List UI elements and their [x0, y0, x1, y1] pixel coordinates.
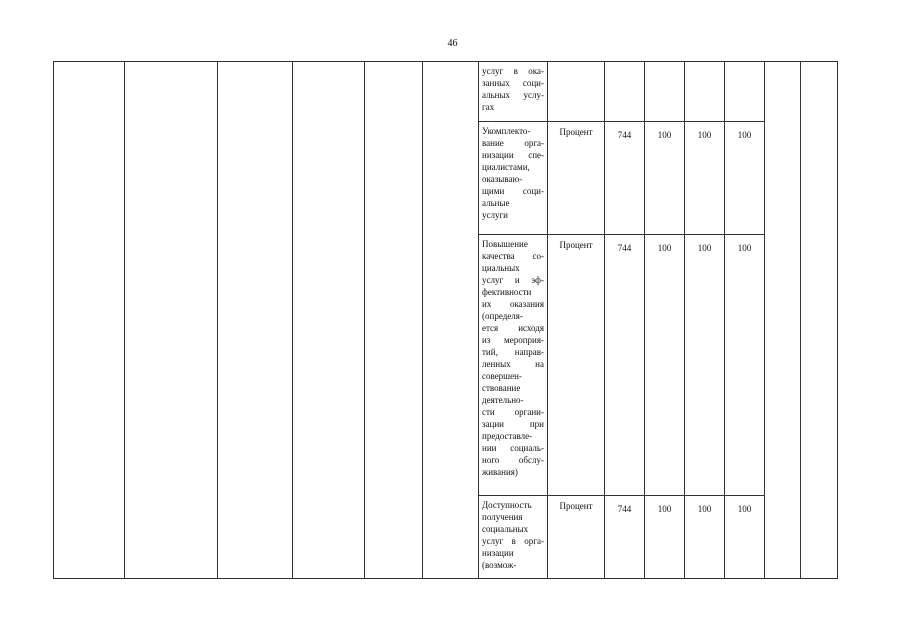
value-cell: 100: [645, 495, 685, 578]
unit-cell: [548, 122, 605, 235]
code-cell: 744: [605, 235, 645, 496]
code-cell: 744: [605, 495, 645, 578]
value-cell: 100: [645, 235, 685, 496]
value-cell: 100: [685, 122, 725, 235]
indicator-name-cell: Повышение качества со- циальных услуг и эф- фективности их оказания (определя- ется исходя из мероприя- тий, направ- ленных на совершен- ствование деятельно- сти органи- зации при предоставле- нии социаль- ного обслу- живания): [479, 235, 548, 496]
code-cell: [605, 62, 645, 122]
value-cell: 100: [725, 122, 765, 235]
unit-label: Процент: [559, 240, 593, 251]
empty-cell: [54, 62, 125, 579]
unit-cell: [548, 235, 605, 496]
indicator-name-cell: услуг в ока- занных соци- альных услу- гах: [479, 62, 548, 122]
empty-cell: [218, 62, 293, 579]
indicator-name-cell: Доступность получения социальных услуг в орга- низации (возмож-: [479, 495, 548, 578]
report-table: [53, 61, 838, 579]
value-cell: [645, 62, 685, 122]
value-cell: 100: [725, 495, 765, 578]
unit-label: Процент: [559, 500, 593, 511]
unit-cell: [548, 495, 605, 578]
empty-cell: [765, 62, 801, 579]
empty-cell: [125, 62, 218, 579]
value-cell: 100: [685, 235, 725, 496]
table-row: [54, 62, 838, 122]
value-cell: 100: [685, 495, 725, 578]
page-number: 46: [447, 38, 458, 49]
unit-cell: [548, 62, 605, 122]
empty-cell: [365, 62, 423, 579]
value-cell: [725, 62, 765, 122]
empty-cell: [801, 62, 838, 579]
unit-label: Процент: [559, 127, 593, 138]
value-cell: 100: [645, 122, 685, 235]
value-cell: [685, 62, 725, 122]
empty-cell: [293, 62, 365, 579]
value-cell: 100: [725, 235, 765, 496]
code-cell: 744: [605, 122, 645, 235]
empty-cell: [423, 62, 479, 579]
indicator-name-cell: Укомплекто- вание орга- низации спе- циалистами, оказываю- щими соци- альные услуги: [479, 122, 548, 235]
